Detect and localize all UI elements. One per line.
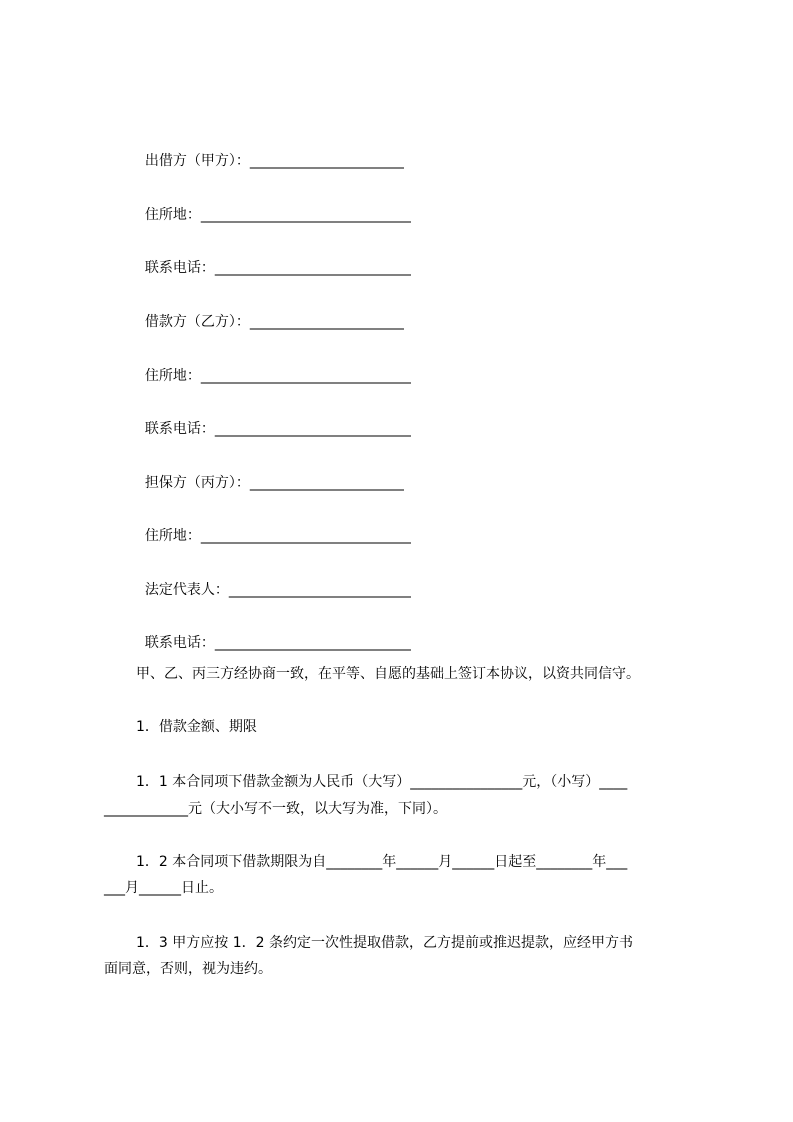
lender-phone-label: 联系电话：	[144, 260, 215, 276]
lender-phone-blank: ____________________________	[214, 260, 411, 276]
clause-1-2-line-2: ___月______日止。	[104, 880, 223, 896]
borrower-phone-blank: ____________________________	[214, 421, 411, 437]
clause-1-2-line-1: 1．2 本合同项下借款期限为自________年______月______日起至________年___	[136, 854, 628, 870]
borrower-phone-row	[136, 399, 411, 437]
guarantor-label: 担保方（丙方）：	[144, 475, 250, 491]
lender-address-label: 住所地：	[144, 207, 201, 223]
guarantor-address-blank: ______________________________	[200, 528, 411, 544]
guarantor-phone-label: 联系电话：	[144, 635, 215, 651]
borrower-row	[136, 292, 404, 330]
guarantor-rep-label: 法定代表人：	[144, 582, 229, 598]
lender-phone-row	[136, 238, 411, 276]
guarantor-rep-row	[136, 560, 411, 598]
guarantor-blank: ______________________	[249, 475, 404, 491]
clause-1-3-line-2: 面同意，否则，视为违约。	[104, 961, 272, 977]
guarantor-phone-row	[136, 613, 411, 651]
borrower-address-blank: ______________________________	[200, 368, 411, 384]
guarantor-row	[136, 453, 404, 491]
borrower-phone-label: 联系电话：	[144, 421, 215, 437]
clause-1-1-line-2: ____________元（大小写不一致，以大写为准，下同）。	[104, 801, 447, 817]
guarantor-phone-blank: ____________________________	[214, 635, 411, 651]
borrower-address-row	[136, 346, 411, 384]
lender-blank: ______________________	[249, 153, 404, 169]
borrower-blank: ______________________	[249, 314, 404, 330]
lender-row	[136, 131, 404, 169]
borrower-label: 借款方（乙方）：	[144, 314, 250, 330]
guarantor-address-label: 住所地：	[144, 528, 201, 544]
clause-1-1-line-1: 1．1 本合同项下借款金额为人民币（大写）________________元，（小写）____	[136, 774, 628, 790]
section-1-heading: 1．借款金额、期限	[136, 719, 257, 735]
borrower-address-label: 住所地：	[144, 368, 201, 384]
guarantor-address-row	[136, 506, 411, 544]
intro-paragraph: 甲、乙、丙三方经协商一致，在平等、自愿的基础上签订本协议，以资共同信守。	[136, 666, 640, 682]
clause-1-3-line-1: 1．3 甲方应按 1．2 条约定一次性提取借款，乙方提前或推迟提款，应经甲方书	[136, 935, 633, 951]
lender-address-row	[136, 185, 411, 223]
lender-label: 出借方（甲方）：	[144, 153, 250, 169]
lender-address-blank: ______________________________	[200, 207, 411, 223]
guarantor-rep-blank: __________________________	[228, 582, 411, 598]
